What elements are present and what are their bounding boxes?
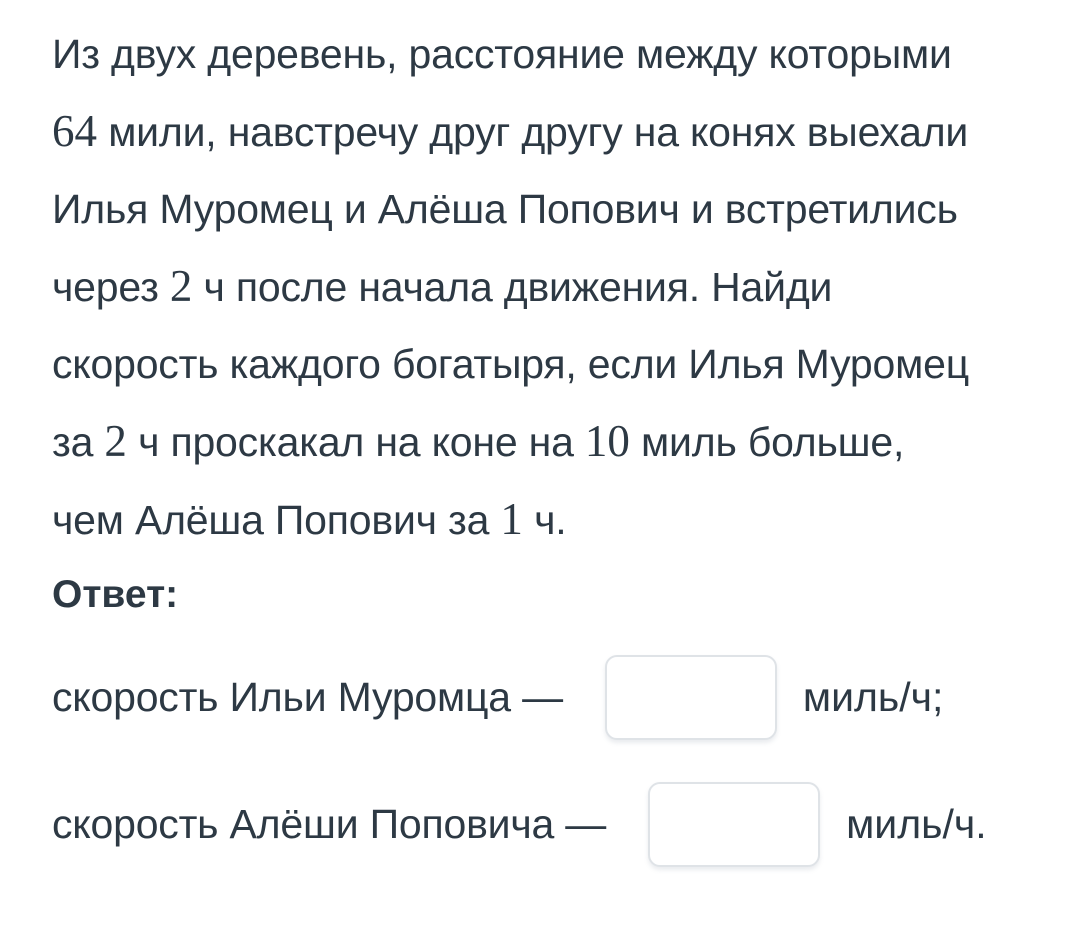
text-segment: ч.	[522, 497, 567, 543]
answer-row-ilya-speed	[52, 655, 1050, 740]
problem-line	[52, 16, 1050, 93]
problem-line	[52, 481, 1050, 559]
math-number: 2	[169, 261, 193, 311]
problem-text	[52, 16, 1050, 559]
alyosha-speed-input[interactable]	[648, 782, 820, 867]
text-segment: Илья Муромец и Алёша Попович и встретились	[52, 186, 958, 232]
text-segment: миль больше,	[629, 419, 905, 465]
answer-label: Ответ:	[52, 573, 179, 616]
problem-line	[52, 171, 1050, 248]
problem-line	[52, 326, 1050, 403]
text-segment: чем Алёша Попович за	[52, 497, 501, 543]
problem-line	[52, 93, 1050, 171]
answer-row-label: скорость Алёши Поповича —	[52, 801, 607, 847]
problem-line	[52, 248, 1050, 326]
answer-row-unit: миль/ч;	[802, 674, 944, 720]
problem-line	[52, 403, 1050, 481]
ilya-speed-input[interactable]	[605, 655, 777, 740]
answer-row-unit: миль/ч.	[846, 801, 987, 847]
text-segment: ч после начала движения. Найди	[192, 264, 833, 310]
answer-row-label: скорость Ильи Муромца —	[52, 674, 563, 720]
text-segment: Из двух деревень, расстояние между которыми	[52, 31, 952, 77]
text-segment: за	[52, 419, 105, 465]
text-segment: через	[52, 264, 170, 310]
math-number: 64	[52, 106, 97, 156]
text-segment: мили, навстречу друг другу на конях выехали	[97, 109, 969, 155]
math-number: 1	[500, 494, 523, 544]
math-number: 10	[584, 416, 630, 466]
answer-row-alyosha-speed	[52, 782, 1050, 867]
text-segment: ч проскакал на коне на	[126, 419, 585, 465]
math-number: 2	[104, 416, 127, 466]
text-segment: скорость каждого богатыря, если Илья Муромец	[52, 341, 969, 387]
